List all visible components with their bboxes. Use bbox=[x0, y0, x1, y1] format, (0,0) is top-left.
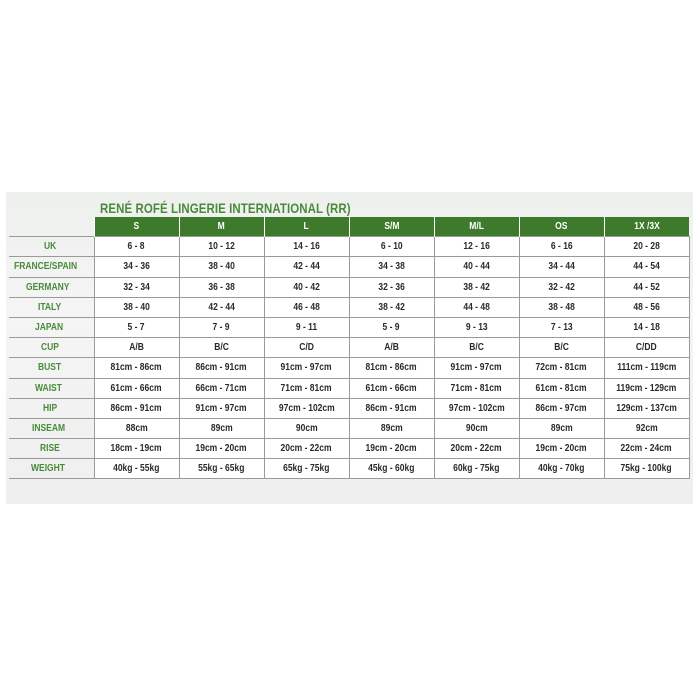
table-cell: 32 - 42 bbox=[519, 277, 604, 297]
table-cell: 111cm - 119cm bbox=[604, 358, 689, 378]
size-header: M bbox=[179, 217, 264, 237]
table-row bbox=[9, 317, 689, 337]
table-cell: 89cm bbox=[349, 418, 434, 438]
table-cell: 20cm - 22cm bbox=[264, 439, 349, 459]
table-cell: 92cm bbox=[604, 418, 689, 438]
row-label: BUST bbox=[9, 358, 94, 378]
table-cell: 86cm - 91cm bbox=[179, 358, 264, 378]
size-header: S/M bbox=[349, 217, 434, 237]
table-row bbox=[9, 237, 689, 257]
table-cell: 7 - 13 bbox=[519, 317, 604, 337]
table-cell: 86cm - 91cm bbox=[94, 398, 179, 418]
table-cell: 6 - 10 bbox=[349, 237, 434, 257]
table-cell: 18cm - 19cm bbox=[94, 439, 179, 459]
table-cell: 86cm - 91cm bbox=[349, 398, 434, 418]
table-row bbox=[9, 358, 689, 378]
size-header: 1X /3X bbox=[604, 217, 689, 237]
size-header: S bbox=[94, 217, 179, 237]
table-cell: 42 - 44 bbox=[264, 257, 349, 277]
table-cell: 81cm - 86cm bbox=[94, 358, 179, 378]
table-cell: 38 - 42 bbox=[349, 297, 434, 317]
table-cell: 32 - 36 bbox=[349, 277, 434, 297]
table-cell: 14 - 16 bbox=[264, 237, 349, 257]
table-cell: 46 - 48 bbox=[264, 297, 349, 317]
row-label: UK bbox=[9, 237, 94, 257]
row-label: RISE bbox=[9, 439, 94, 459]
table-cell: 34 - 44 bbox=[519, 257, 604, 277]
table-cell: 44 - 54 bbox=[604, 257, 689, 277]
table-cell: 66cm - 71cm bbox=[179, 378, 264, 398]
table-cell: 14 - 18 bbox=[604, 317, 689, 337]
table-cell: B/C bbox=[179, 338, 264, 358]
row-label: WAIST bbox=[9, 378, 94, 398]
table-cell: 44 - 52 bbox=[604, 277, 689, 297]
table-cell: 61cm - 66cm bbox=[349, 378, 434, 398]
table-cell: 32 - 34 bbox=[94, 277, 179, 297]
table-cell: 20 - 28 bbox=[604, 237, 689, 257]
table-cell: 38 - 40 bbox=[179, 257, 264, 277]
table-cell: 40 - 42 bbox=[264, 277, 349, 297]
table-cell: 6 - 16 bbox=[519, 237, 604, 257]
table-row bbox=[9, 257, 689, 277]
row-label: GERMANY bbox=[9, 277, 94, 297]
table-cell: 40kg - 70kg bbox=[519, 459, 604, 479]
table-cell: 19cm - 20cm bbox=[349, 439, 434, 459]
table-cell: C/D bbox=[264, 338, 349, 358]
row-label: WEIGHT bbox=[9, 459, 94, 479]
size-header: L bbox=[264, 217, 349, 237]
table-cell: 71cm - 81cm bbox=[264, 378, 349, 398]
table-cell: 75kg - 100kg bbox=[604, 459, 689, 479]
table-cell: 72cm - 81cm bbox=[519, 358, 604, 378]
table-cell: 10 - 12 bbox=[179, 237, 264, 257]
row-label: HIP bbox=[9, 398, 94, 418]
header-corner bbox=[9, 217, 94, 237]
table-row bbox=[9, 459, 689, 479]
table-cell: 22cm - 24cm bbox=[604, 439, 689, 459]
table-cell: 9 - 13 bbox=[434, 317, 519, 337]
table-cell: 89cm bbox=[519, 418, 604, 438]
row-label: JAPAN bbox=[9, 317, 94, 337]
table-cell: 60kg - 75kg bbox=[434, 459, 519, 479]
table-row bbox=[9, 338, 689, 358]
table-cell: 97cm - 102cm bbox=[434, 398, 519, 418]
chart-title: RENÉ ROFÉ LINGERIE INTERNATIONAL (RR) bbox=[100, 200, 351, 216]
table-row bbox=[9, 277, 689, 297]
table-cell: 88cm bbox=[94, 418, 179, 438]
table-cell: 5 - 7 bbox=[94, 317, 179, 337]
table-cell: 19cm - 20cm bbox=[519, 439, 604, 459]
table-cell: 90cm bbox=[264, 418, 349, 438]
table-cell: 91cm - 97cm bbox=[264, 358, 349, 378]
size-header: OS bbox=[519, 217, 604, 237]
table-cell: 91cm - 97cm bbox=[179, 398, 264, 418]
table-cell: 5 - 9 bbox=[349, 317, 434, 337]
table-cell: 19cm - 20cm bbox=[179, 439, 264, 459]
table-cell: 55kg - 65kg bbox=[179, 459, 264, 479]
table-row bbox=[9, 418, 689, 438]
table-cell: 45kg - 60kg bbox=[349, 459, 434, 479]
table-cell: 71cm - 81cm bbox=[434, 378, 519, 398]
table-cell: A/B bbox=[349, 338, 434, 358]
table-cell: 20cm - 22cm bbox=[434, 439, 519, 459]
table-cell: 44 - 48 bbox=[434, 297, 519, 317]
table-cell: 48 - 56 bbox=[604, 297, 689, 317]
table-cell: 40kg - 55kg bbox=[94, 459, 179, 479]
table-cell: 61cm - 81cm bbox=[519, 378, 604, 398]
row-label: INSEAM bbox=[9, 418, 94, 438]
table-cell: B/C bbox=[434, 338, 519, 358]
table-cell: 38 - 48 bbox=[519, 297, 604, 317]
table-cell: 36 - 38 bbox=[179, 277, 264, 297]
row-label: FRANCE/SPAIN bbox=[9, 257, 94, 277]
table-cell: 12 - 16 bbox=[434, 237, 519, 257]
table-cell: 65kg - 75kg bbox=[264, 459, 349, 479]
table-cell: 38 - 40 bbox=[94, 297, 179, 317]
table-cell: 7 - 9 bbox=[179, 317, 264, 337]
table-cell: 9 - 11 bbox=[264, 317, 349, 337]
table-cell: 34 - 36 bbox=[94, 257, 179, 277]
table-cell: B/C bbox=[519, 338, 604, 358]
table-row bbox=[9, 439, 689, 459]
table-cell: 91cm - 97cm bbox=[434, 358, 519, 378]
table-cell: 40 - 44 bbox=[434, 257, 519, 277]
table-row bbox=[9, 297, 689, 317]
table-cell: 129cm - 137cm bbox=[604, 398, 689, 418]
table-cell: 97cm - 102cm bbox=[264, 398, 349, 418]
table-cell: 42 - 44 bbox=[179, 297, 264, 317]
table-row bbox=[9, 378, 689, 398]
row-label: CUP bbox=[9, 338, 94, 358]
table-cell: 119cm - 129cm bbox=[604, 378, 689, 398]
row-label: ITALY bbox=[9, 297, 94, 317]
table-cell: 90cm bbox=[434, 418, 519, 438]
table-cell: 34 - 38 bbox=[349, 257, 434, 277]
table-cell: 6 - 8 bbox=[94, 237, 179, 257]
table-cell: 86cm - 97cm bbox=[519, 398, 604, 418]
table-cell: C/DD bbox=[604, 338, 689, 358]
size-chart-table bbox=[9, 217, 690, 479]
table-row bbox=[9, 398, 689, 418]
size-header-row bbox=[9, 217, 689, 237]
size-header: M/L bbox=[434, 217, 519, 237]
table-cell: 61cm - 66cm bbox=[94, 378, 179, 398]
table-cell: A/B bbox=[94, 338, 179, 358]
table-cell: 38 - 42 bbox=[434, 277, 519, 297]
table-cell: 81cm - 86cm bbox=[349, 358, 434, 378]
table-cell: 89cm bbox=[179, 418, 264, 438]
